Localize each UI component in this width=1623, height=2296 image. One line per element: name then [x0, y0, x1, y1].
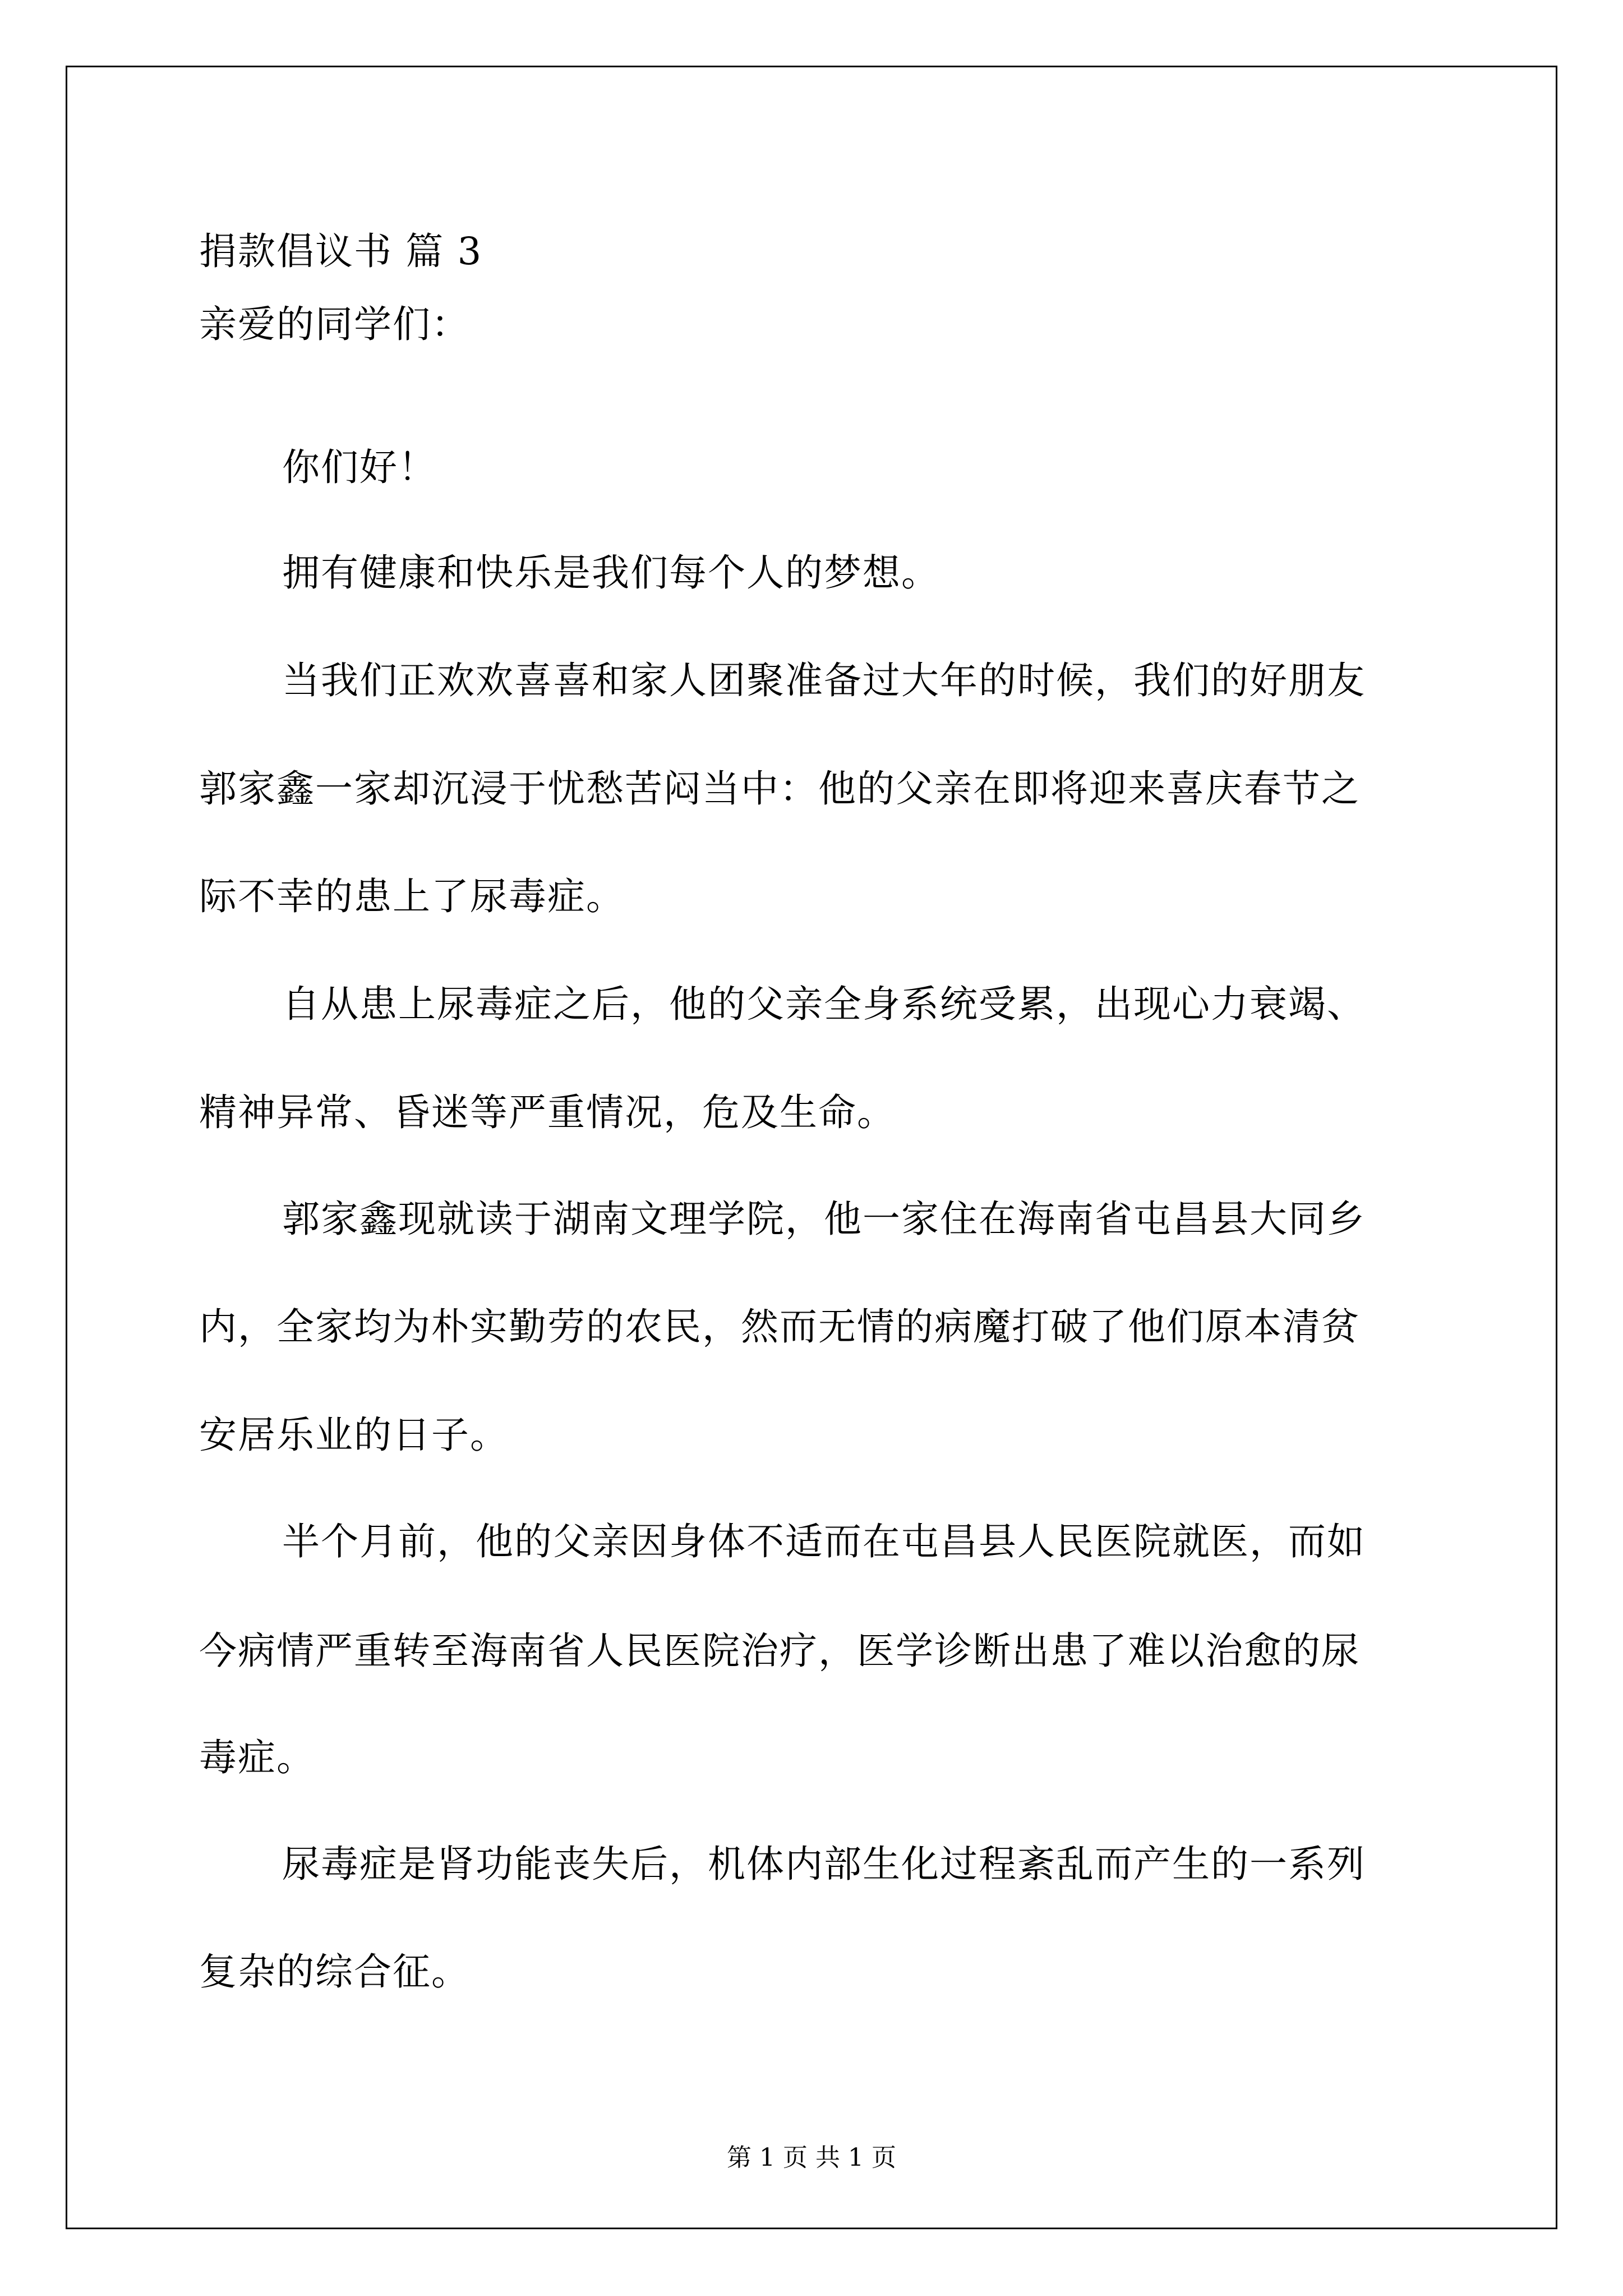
paragraph-1-line-1: 拥有健康和快乐是我们每个人的梦想。 [282, 551, 940, 595]
paragraph-4-line-1: 郭家鑫现就读于湖南文理学院，他一家住在海南省屯昌县大同乡 [282, 1197, 1366, 1241]
paragraph-6-line-2: 复杂的综合征。 [199, 1950, 470, 1994]
paragraph-5-line-2: 今病情严重转至海南省人民医院治疗，医学诊断出患了难以治愈的尿 [199, 1629, 1360, 1673]
paragraph-5-line-1: 半个月前，他的父亲因身体不适而在屯昌县人民医院就医，而如 [282, 1520, 1366, 1563]
paragraph-3-line-2: 精神异常、昏迷等严重情况，危及生命。 [199, 1091, 896, 1134]
paragraph-3-line-1: 自从患上尿毒症之后，他的父亲全身系统受累，出现心力衰竭、 [282, 982, 1366, 1026]
paragraph-2-line-1: 当我们正欢欢喜喜和家人团聚准备过大年的时候，我们的好朋友 [282, 659, 1366, 702]
paragraph-5-line-3: 毒症。 [199, 1736, 315, 1779]
salutation: 亲爱的同学们： [199, 302, 470, 346]
paragraph-2-line-2: 郭家鑫一家却沉浸于忧愁苦闷当中：他的父亲在即将迎来喜庆春节之 [199, 767, 1360, 811]
paragraph-6-line-1: 尿毒症是肾功能丧失后，机体内部生化过程紊乱而产生的一系列 [282, 1842, 1366, 1886]
document-title: 捐款倡议书 篇 3 [199, 229, 483, 273]
greeting-line: 你们好！ [282, 445, 437, 489]
paragraph-4-line-3: 安居乐业的日子。 [199, 1413, 509, 1457]
paragraph-4-line-2: 内，全家均为朴实勤劳的农民，然而无情的病魔打破了他们原本清贫 [199, 1305, 1360, 1349]
paragraph-2-line-3: 际不幸的患上了尿毒症。 [199, 875, 625, 918]
page-footer: 第 1 页 共 1 页 [727, 2143, 896, 2172]
page-border [66, 66, 1557, 2229]
